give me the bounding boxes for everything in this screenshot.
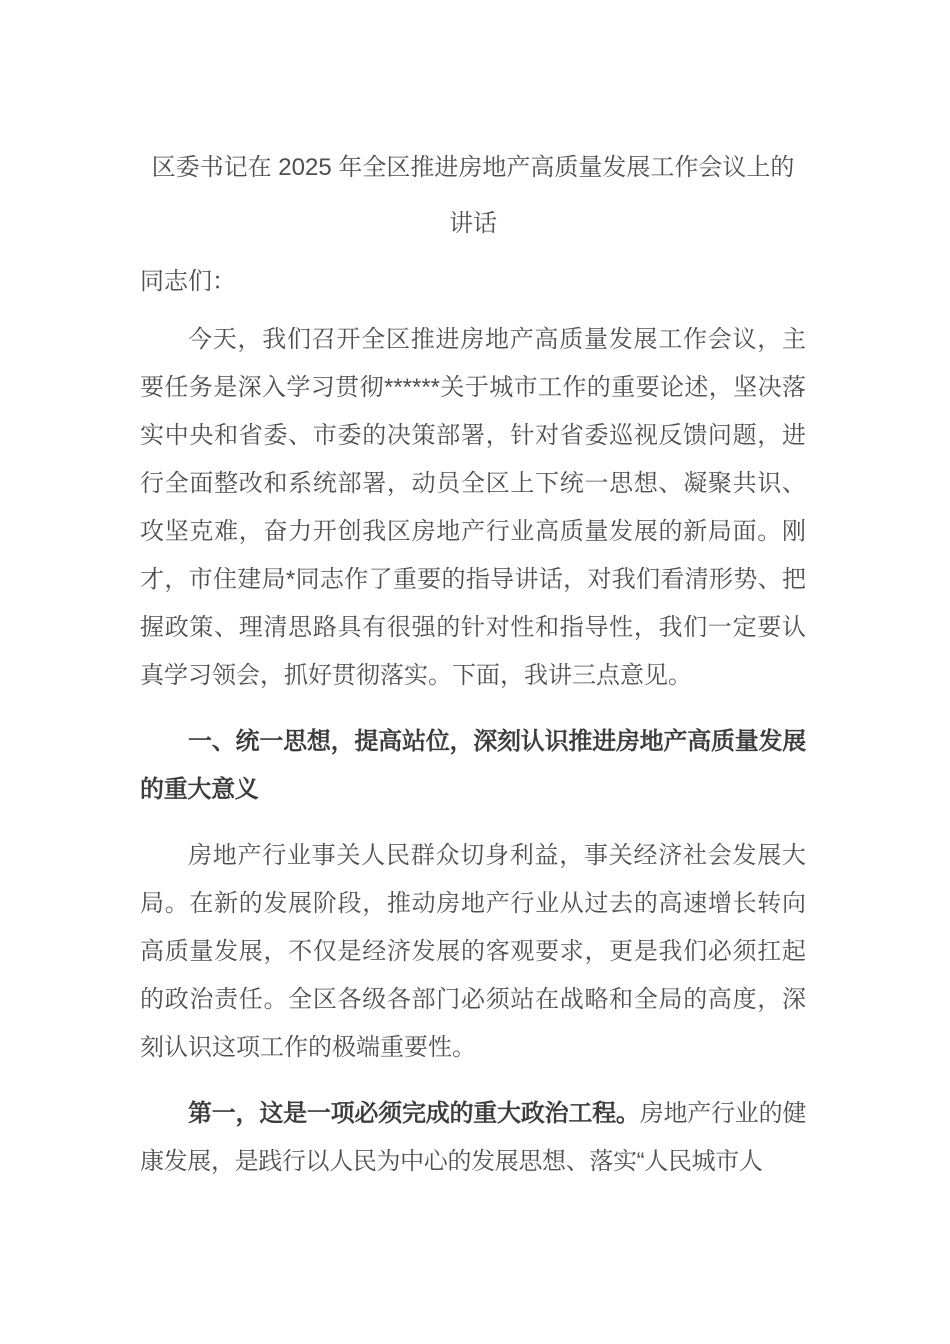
salutation: 同志们： <box>140 268 236 295</box>
paragraph-opening: 今天，我们召开全区推进房地产高质量发展工作会议，主要任务是深入学习贯彻******关于城市工作的重要论述，坚决落实中央和省委、市委的决策部署，针对省委巡视反馈问题，进行全面整改和系统部署，动员全区上下统一思想、凝聚共识、攻坚克难，奋力开创我区房地产行业高质量发展的新局面。刚才，市住建局*同志作了重要的指导讲话，对我们看清形势、把握政策、理清思路具有很强的针对性和指导性，我们一定要认真学习领会，抓好贯彻落实。下面，我讲三点意见。 <box>140 326 806 689</box>
paragraph-bold-lead: 第一，这是一项必须完成的重大政治工程。 <box>188 1100 640 1127</box>
section-heading-1: 一、统一思想，提高站位，深刻认识推进房地产高质量发展的重大意义 <box>140 728 806 803</box>
document-title: 区委书记在 2025 年全区推进房地产高质量发展工作会议上的讲话 <box>151 154 795 237</box>
paragraph-first-point-text: 房地产行业的健康发展，是践行以人民为中心的发展思想、落实“人民城市人 <box>140 1100 806 1175</box>
paragraph-significance: 房地产行业事关人民群众切身利益，事关经济社会发展大局。在新的发展阶段，推动房地产行业从过去的高速增长转向高质量发展，不仅是经济发展的客观要求，更是我们必须扛起的政治责任。全区各级各部门必须站在战略和全局的高度，深刻认识这项工作的极端重要性。 <box>140 842 806 1061</box>
paragraph-first-point <box>140 1090 806 1186</box>
